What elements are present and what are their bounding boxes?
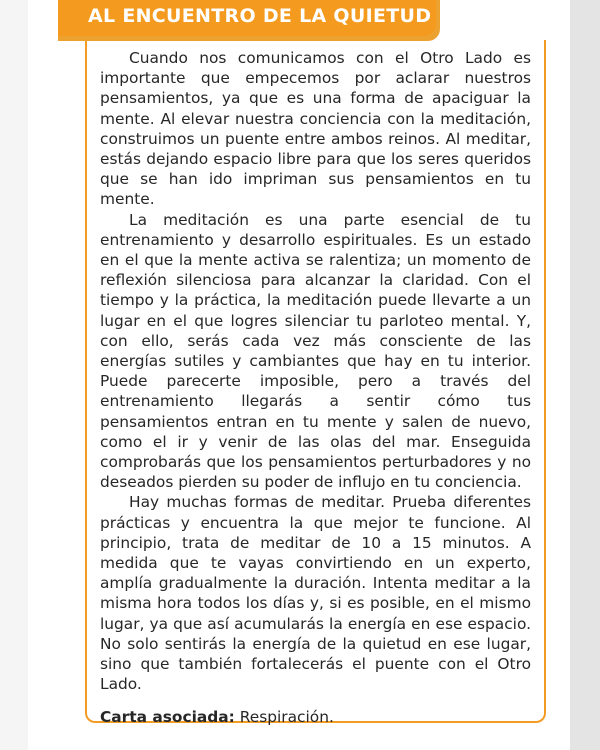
related-card [100,707,531,727]
related-card-value: Respiración. [239,707,334,726]
left-page-gutter [0,0,28,750]
related-card-label: Carta asociada: [100,707,235,726]
body-text [100,48,531,727]
book-page [28,0,570,750]
paragraph-1: Cuando nos comunicamos con el Otro Lado es importante que empecemos por aclarar nuestros pensamientos, ya que es una forma de apaciguar la mente. Al elevar nuestra conciencia con la meditación, construimos un puente entre ambos reinos. Al meditar, estás dejando espacio libre para que los seres queridos que se han ido impriman sus pensamientos en tu mente. [100,49,531,209]
right-page-gutter [570,0,600,750]
section-title: AL ENCUENTRO DE LA QUIETUD [88,5,432,27]
paragraph-2: La meditación es una parte esencial de tu entrenamiento y desarrollo espirituales. Es un estado en el que la mente activa se ralentiza; un momento de reflexión silenciosa para alcanzar la claridad. Con el tiempo y la práctica, la meditación puede llevarte a un lugar en el que logres silenciar tu parloteo mental. Y, con ello, serás cada vez más consciente de las energías sutiles y cambiantes que hay en tu interior. Puede parecerte imposible, pero a través del entrenamiento llegarás a sentir cómo tus pensamientos entran en tu mente y salen de nuevo, como el ir y venir de las olas del mar. Enseguida comprobarás que los pensamientos perturbadores y no deseados pierden su poder de influjo en tu conciencia. [100,210,531,492]
paragraph-3: Hay muchas formas de meditar. Prueba diferentes prácticas y encuentra la que mejor te funcione. Al principio, trata de meditar de 10 a 15 minutos. A medida que te vayas convirtiendo en un experto, amplía gradualmente la duración. Intenta meditar a la misma hora todos los días y, si es posible, en el mismo lugar, ya que así acumularás la energía en ese espacio. No solo sentirás la energía de la quietud en ese lugar, sino que también fortalecerás el puente con el Otro Lado. [100,493,531,694]
